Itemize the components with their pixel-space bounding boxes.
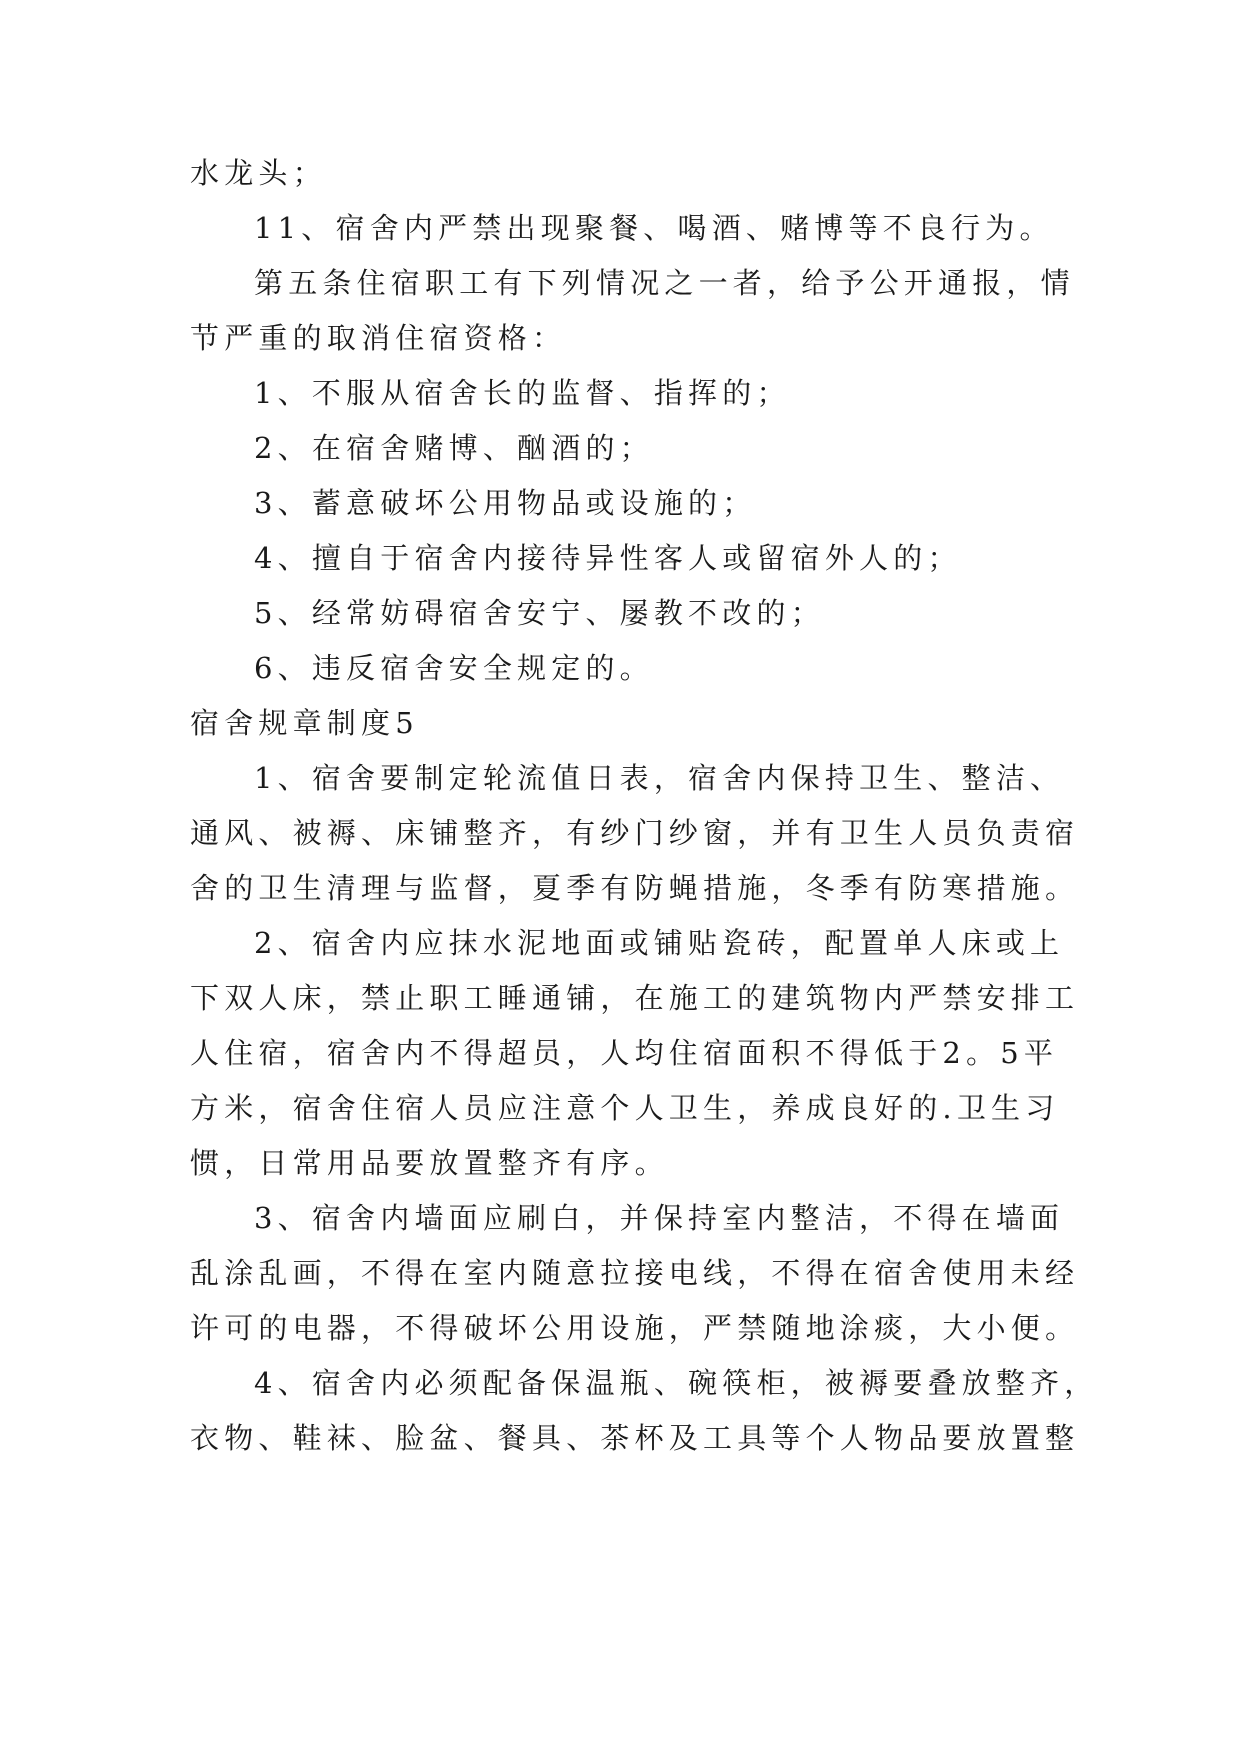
violation-item-2: 2、在宿舍赌博、酗酒的； <box>254 431 654 465</box>
paragraph-4-line-1: 4、宿舍内必须配备保温瓶、碗筷柜，被褥要叠放整齐， <box>254 1366 1099 1400</box>
paragraph-2-line-1: 2、宿舍内应抹水泥地面或铺贴瓷砖，配置单人床或上 <box>254 926 1065 960</box>
paragraph-3-line-2: 乱涂乱画，不得在室内随意拉接电线，不得在宿舍使用未经 <box>190 1256 1080 1290</box>
paragraph-1-line-2: 通风、被褥、床铺整齐，有纱门纱窗，并有卫生人员负责宿 <box>190 816 1080 850</box>
paragraph-1-line-3: 舍的卫生清理与监督，夏季有防蝇措施，冬季有防寒措施。 <box>190 871 1080 905</box>
paragraph-3-line-3: 许可的电器，不得破坏公用设施，严禁随地涂痰，大小便。 <box>190 1311 1080 1345</box>
article-five-heading: 第五条住宿职工有下列情况之一者，给予公开通报，情 <box>254 266 1075 300</box>
violation-item-4: 4、擅自于宿舍内接待异性客人或留宿外人的； <box>254 541 962 575</box>
violation-item-5: 5、经常妨碍宿舍安宁、屡教不改的； <box>254 596 825 630</box>
violation-item-6: 6、违反宿舍安全规定的。 <box>254 651 654 685</box>
paragraph-2-line-4: 方米，宿舍住宿人员应注意个人卫生，养成良好的.卫生习 <box>190 1091 1060 1125</box>
paragraph-4-line-2: 衣物、鞋袜、脸盆、餐具、茶杯及工具等个人物品要放置整 <box>190 1421 1080 1455</box>
paragraph-3-line-1: 3、宿舍内墙面应刷白，并保持室内整洁，不得在墙面 <box>254 1201 1065 1235</box>
paragraph-2-line-2: 下双人床，禁止职工睡通铺，在施工的建筑物内严禁安排工 <box>190 981 1080 1015</box>
paragraph-2-line-3: 人住宿，宿舍内不得超员，人均住宿面积不得低于2。5平 <box>190 1036 1059 1070</box>
violation-item-1: 1、不服从宿舍长的监督、指挥的； <box>254 376 791 410</box>
paragraph-2-line-5: 惯，日常用品要放置整齐有序。 <box>190 1146 669 1180</box>
section-title: 宿舍规章制度5 <box>190 706 419 740</box>
violation-item-3: 3、蓄意破坏公用物品或设施的； <box>254 486 757 520</box>
text-line-continuation: 水龙头； <box>190 156 327 190</box>
paragraph-1-line-1: 1、宿舍要制定轮流值日表，宿舍内保持卫生、整洁、 <box>254 761 1065 795</box>
article-five-heading-cont: 节严重的取消住宿资格： <box>190 321 567 355</box>
rule-item-11: 11、宿舍内严禁出现聚餐、喝酒、赌博等不良行为。 <box>254 211 1054 245</box>
